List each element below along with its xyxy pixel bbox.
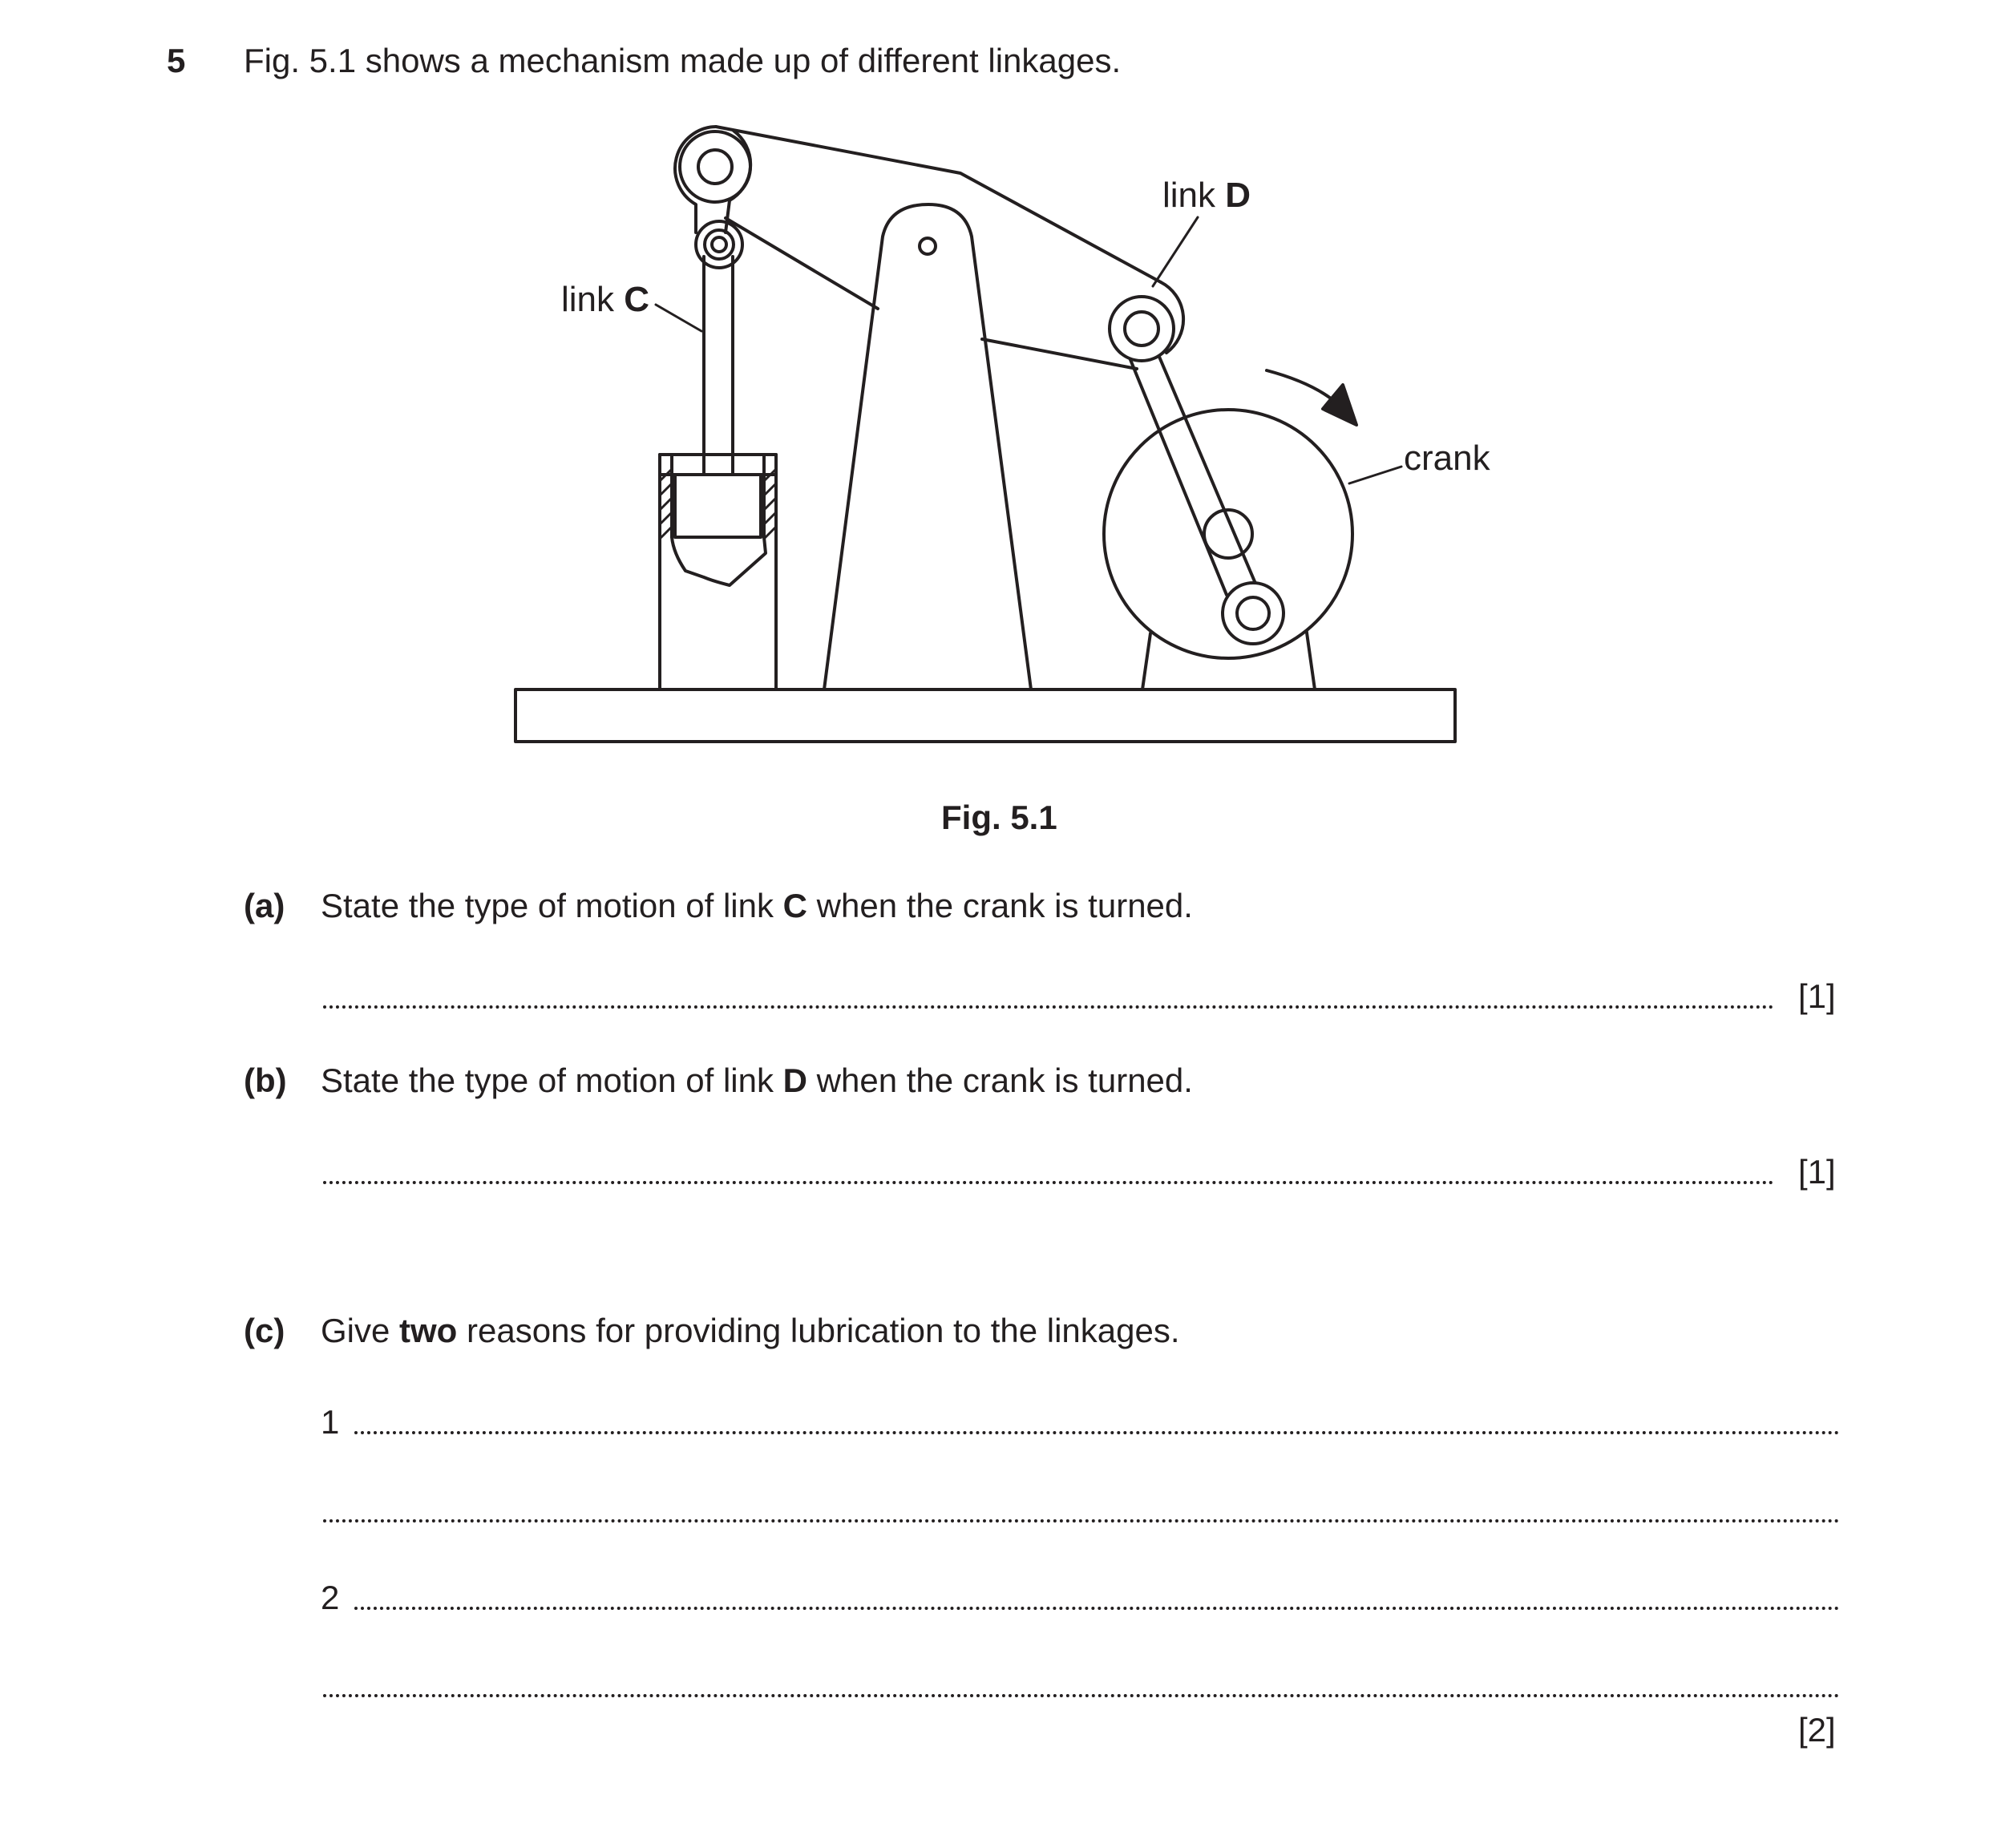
part-a-label: (a) [244, 887, 285, 924]
base-plate [515, 689, 1455, 742]
crank-label: crank [1404, 439, 1490, 478]
piston [675, 475, 761, 537]
part-b-marks: [1] [1798, 1153, 1836, 1191]
link-c-label: link C [561, 280, 650, 319]
part-a-marks: [1] [1798, 977, 1836, 1015]
pillar [824, 204, 1031, 689]
piston-cone [672, 537, 766, 585]
part-c-question: Give two reasons for providing lubrication to the linkages. [321, 1312, 1180, 1349]
question-intro: Fig. 5.1 shows a mechanism made up of different linkages. [244, 42, 1122, 79]
part-c-answer-line-1b[interactable] [323, 1519, 1840, 1522]
link-d-leader [1153, 217, 1198, 286]
beam-lower-edge-left [726, 218, 878, 309]
crank-leader [1349, 467, 1401, 483]
part-c-answer-line-2a[interactable] [354, 1607, 1840, 1610]
pillar-pivot [920, 238, 936, 254]
link-c-leader [656, 305, 701, 331]
part-a-question: State the type of motion of link C when the crank is turned. [321, 887, 1193, 924]
part-c-answer-line-2b[interactable] [323, 1694, 1840, 1697]
part-c-item-2-number: 2 [321, 1579, 340, 1616]
part-b-label: (b) [244, 1061, 287, 1099]
part-a-answer-line[interactable] [323, 1005, 1774, 1009]
part-c-item-1-number: 1 [321, 1403, 340, 1441]
part-b-question: State the type of motion of link D when the crank is turned. [321, 1061, 1193, 1099]
part-c-label: (c) [244, 1312, 285, 1349]
crank-support [1142, 633, 1150, 689]
part-c-marks: [2] [1798, 1711, 1836, 1749]
figure-caption: Fig. 5.1 [941, 799, 1057, 836]
mechanism-figure [0, 0, 1989, 802]
part-b-answer-line[interactable] [323, 1181, 1774, 1184]
question-number: 5 [167, 42, 186, 79]
part-c-answer-line-1a[interactable] [354, 1431, 1840, 1434]
link-c-rod [704, 257, 733, 475]
rotation-arrow [1267, 370, 1339, 405]
link-d-label: link D [1162, 176, 1251, 215]
